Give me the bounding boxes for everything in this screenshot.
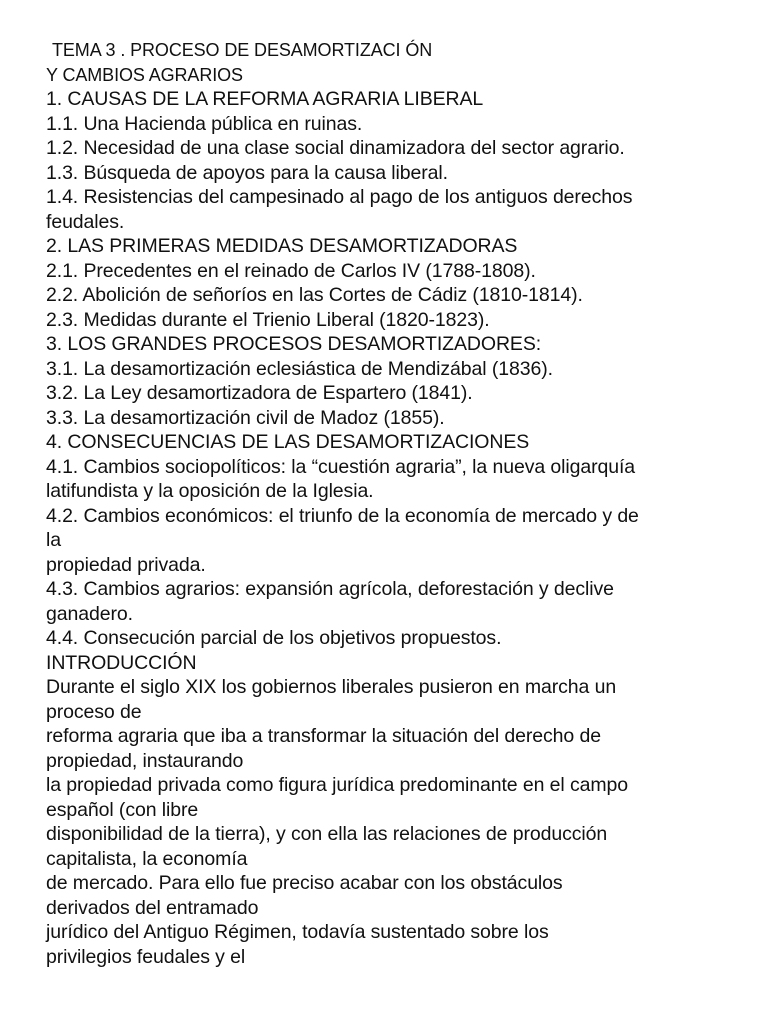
text-line: 4.1. Cambios sociopolíticos: la “cuestión agraria”, la nueva oligarquía bbox=[46, 455, 636, 478]
text-line: propiedad privada. bbox=[46, 553, 206, 576]
text-line: 3.2. La Ley desamortizadora de Espartero (1841). bbox=[46, 382, 473, 404]
text-line: 2.2. Abolición de señoríos en las Cortes de Cádiz (1810-1814). bbox=[46, 284, 583, 306]
text-line: reforma agraria que iba a transformar la situación del derecho de bbox=[46, 725, 601, 747]
document-title-line-2: Y CAMBIOS AGRARIOS bbox=[46, 64, 243, 85]
text-line: ganadero. bbox=[46, 602, 133, 625]
text-line: 3. LOS GRANDES PROCESOS DESAMORTIZADORES: bbox=[46, 333, 542, 355]
text-line: 1.1. Una Hacienda pública en ruinas. bbox=[46, 112, 363, 135]
text-line: privilegios feudales y el bbox=[46, 945, 246, 968]
text-line: 2.3. Medidas durante el Trienio Liberal (1820-1823). bbox=[46, 308, 490, 331]
text-line: de mercado. Para ello fue preciso acabar con los obstáculos bbox=[46, 872, 563, 894]
text-line: 3.3. La desamortización civil de Madoz (1855). bbox=[46, 406, 445, 429]
text-line: 1.4. Resistencias del campesinado al pago de los antiguos derechos bbox=[46, 186, 633, 208]
text-line: propiedad, instaurando bbox=[46, 749, 244, 772]
text-line: feudales. bbox=[46, 210, 125, 233]
text-line: 1.3. Búsqueda de apoyos para la causa liberal. bbox=[46, 161, 448, 184]
text-line: 4.2. Cambios económicos: el triunfo de la economía de mercado y de bbox=[46, 504, 639, 527]
text-line: la bbox=[46, 529, 61, 551]
text-line: 3.1. La desamortización eclesiástica de Mendizábal (1836). bbox=[46, 357, 553, 380]
text-line: latifundista y la oposición de la Iglesia. bbox=[46, 480, 374, 502]
text-line: 2.1. Precedentes en el reinado de Carlos IV (1788-1808). bbox=[46, 259, 536, 282]
text-line: capitalista, la economía bbox=[46, 847, 248, 870]
text-line: 2. LAS PRIMERAS MEDIDAS DESAMORTIZADORAS bbox=[46, 235, 518, 257]
text-line: derivados del entramado bbox=[46, 896, 259, 919]
text-line: Durante el siglo XIX los gobiernos liberales pusieron en marcha un bbox=[46, 676, 617, 698]
text-line: 1. CAUSAS DE LA REFORMA AGRARIA LIBERAL bbox=[46, 88, 484, 110]
text-line: disponibilidad de la tierra), y con ella las relaciones de producción bbox=[46, 823, 608, 845]
text-line: 1.2. Necesidad de una clase social dinamizadora del sector agrario. bbox=[46, 137, 625, 159]
document-title-line-1: TEMA 3 . PROCESO DE DESAMORTIZACI ÓN bbox=[52, 40, 433, 60]
text-line: español (con libre bbox=[46, 798, 199, 821]
text-line: 4. CONSECUENCIAS DE LAS DESAMORTIZACIONES bbox=[46, 431, 530, 453]
text-line: jurídico del Antiguo Régimen, todavía sustentado sobre los bbox=[46, 921, 549, 943]
text-line: la propiedad privada como figura jurídica predominante en el campo bbox=[46, 774, 628, 796]
document-body bbox=[46, 38, 746, 969]
text-line: 4.3. Cambios agrarios: expansión agrícola, deforestación y declive bbox=[46, 578, 614, 600]
section-heading-introduccion: INTRODUCCIÓN bbox=[46, 651, 197, 674]
text-line: proceso de bbox=[46, 700, 142, 723]
text-line: 4.4. Consecución parcial de los objetivos propuestos. bbox=[46, 627, 502, 649]
